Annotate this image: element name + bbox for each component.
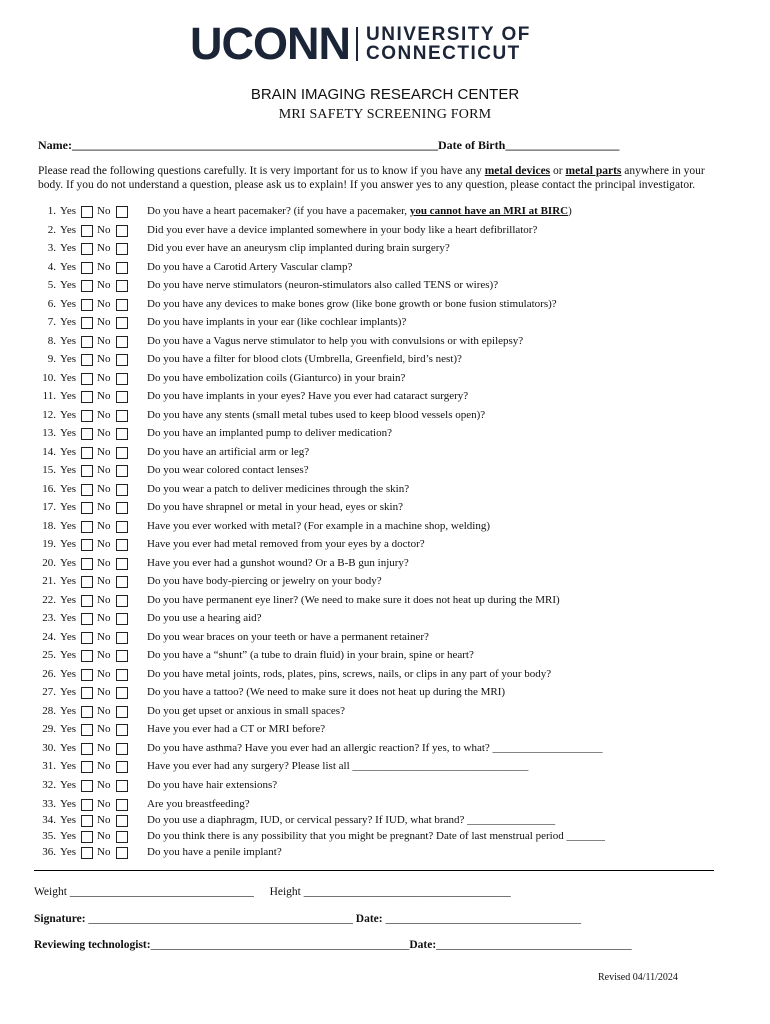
center-title: BRAIN IMAGING RESEARCH CENTER [250,86,520,103]
question-text: Have you ever had a CT or MRI before? [147,723,326,735]
question-text: Have you ever had a gunshot wound? Or a B-B gun injury? [147,556,409,569]
yes-checkbox[interactable] [81,428,93,440]
question-number: 10. [42,371,56,384]
question-text: Do you wear braces on your teeth or have a permanent retainer? [147,630,429,643]
weight-label: Weight [34,886,67,898]
question-text: Have you ever had metal removed from your eyes by a doctor? [147,538,425,550]
no-checkbox[interactable] [116,558,128,570]
question-number: 25. [42,649,56,661]
yes-label: Yes [60,519,77,532]
question-number: 13. [42,427,56,439]
no-checkbox[interactable] [116,410,128,422]
name-label: Name: [38,138,72,152]
yes-checkbox[interactable] [81,280,93,292]
no-checkbox[interactable] [116,280,128,292]
question-number: 23. [42,612,56,624]
yes-label: Yes [60,760,77,772]
logo-line2: CONNECTICUT [366,43,521,64]
question-text: Do you have metal joints, rods, plates, pins, screws, nails, or clips in any part of your body? [147,667,552,680]
logo-subtitle [366,25,531,63]
question-number: 6. [47,297,56,310]
question-text: Do you have body-piercing or jewelry on your body? [147,575,382,587]
question-text: Do you think there is any possibility that you might be pregnant? Date of last menstrual period _______ [147,830,605,842]
no-label: No [97,723,111,735]
yes-label: Yes [60,223,77,236]
no-checkbox[interactable] [116,799,128,811]
no-label: No [97,538,111,550]
yes-label: Yes [60,686,77,698]
question-text: Do you have implants in your eyes? Have you ever had cataract surgery? [147,390,469,402]
yes-checkbox[interactable] [81,576,93,588]
yes-checkbox[interactable] [81,465,93,477]
logo-wordmark: UCONN [190,18,350,69]
yes-label: Yes [60,667,77,680]
no-label: No [97,482,111,495]
reviewing-date-label: Date: [409,939,437,951]
signature-date-label: Date: [355,913,383,925]
yes-label: Yes [60,556,77,569]
no-label: No [97,297,111,310]
yes-checkbox[interactable] [81,243,93,255]
yes-label: Yes [60,482,77,495]
question-text: Do you have any stents (small metal tubes used to keep blood vessels open)? [147,408,486,421]
no-checkbox[interactable] [116,465,128,477]
reviewing-label: Reviewing technologist: [34,939,151,951]
question-number: 36. [42,846,56,858]
no-checkbox[interactable] [116,391,128,403]
yes-label: Yes [60,814,77,826]
question-text: Do you have a “shunt” (a tube to drain fluid) in your brain, spine or heart? [147,649,474,661]
yes-label: Yes [60,316,77,328]
form-title: MRI SAFETY SCREENING FORM [278,107,492,122]
metal-parts-emphasis: metal parts [565,165,622,177]
yes-label: Yes [60,408,77,421]
question-text: Do you get upset or anxious in small spaces? [147,704,345,717]
metal-devices-emphasis: metal devices [484,165,551,177]
yes-label: Yes [60,593,77,606]
question-number: 11. [42,390,56,402]
no-checkbox[interactable] [116,706,128,718]
yes-checkbox[interactable] [81,724,93,736]
no-checkbox[interactable] [116,613,128,625]
yes-checkbox[interactable] [81,815,93,827]
name-dob-line [38,138,619,153]
dob-field[interactable]: ___________________ [505,138,620,152]
yes-checkbox[interactable] [81,831,93,843]
question-text: Did you ever have an aneurysm clip implanted during brain surgery? [147,242,450,254]
yes-checkbox[interactable] [81,780,93,792]
yes-checkbox[interactable] [81,484,93,496]
no-checkbox[interactable] [116,595,128,607]
reviewing-field[interactable]: _____________________________________________ [150,939,410,951]
question-number: 9. [47,353,56,365]
no-label: No [97,612,111,624]
yes-checkbox[interactable] [81,410,93,422]
question-number: 30. [42,741,56,754]
yes-label: Yes [60,242,77,254]
yes-checkbox[interactable] [81,613,93,625]
yes-label: Yes [60,798,77,810]
question-number: 8. [47,334,56,347]
yes-checkbox[interactable] [81,391,93,403]
yes-label: Yes [60,260,77,273]
no-checkbox[interactable] [116,484,128,496]
question-number: 29. [42,723,56,735]
height-label: Height [269,886,301,898]
question-text: Do you have embolization coils (Gianturco) in your brain? [147,371,406,384]
question-number: 33. [42,798,56,810]
no-checkbox[interactable] [116,354,128,366]
question-text: Do you have an implanted pump to deliver medication? [147,427,392,439]
no-checkbox[interactable] [116,724,128,736]
yes-checkbox[interactable] [81,539,93,551]
signature-field[interactable]: ______________________________________________ [88,913,353,925]
yes-label: Yes [60,649,77,661]
yes-label: Yes [60,371,77,384]
yes-label: Yes [60,723,77,735]
question-number: 19. [42,538,56,550]
no-checkbox[interactable] [116,521,128,533]
yes-label: Yes [60,445,77,458]
no-label: No [97,223,111,236]
no-label: No [97,575,111,587]
question-number: 3. [47,242,56,254]
yes-label: Yes [60,630,77,643]
no-label: No [97,353,111,365]
yes-checkbox[interactable] [81,317,93,329]
question-number: 7. [47,316,56,328]
no-label: No [97,741,111,754]
no-label: No [97,686,111,698]
question-text: Do you have hair extensions? [147,778,278,791]
no-checkbox[interactable] [116,669,128,681]
question-text: Did you ever have a device implanted somewhere in your body like a heart defibrillator? [147,223,538,236]
question-text: Do you have permanent eye liner? (We need to make sure it does not heat up during the MRI) [147,593,560,606]
no-checkbox[interactable] [116,336,128,348]
question-number: 34. [42,814,56,826]
question-number: 28. [42,704,56,717]
divider [34,870,714,871]
question-number: 1. [47,205,56,217]
question-number: 5. [47,279,56,291]
no-checkbox[interactable] [116,650,128,662]
yes-label: Yes [60,704,77,717]
no-label: No [97,593,111,606]
question-text: Do you have any devices to make bones grow (like bone growth or bone fusion stimulators)? [147,297,557,310]
no-label: No [97,371,111,384]
question-text: Do you have asthma? Have you ever had an allergic reaction? If yes, to what? ____________________ [147,741,603,754]
no-checkbox[interactable] [116,847,128,859]
question-number: 15. [42,464,56,476]
signature-date-field[interactable]: __________________________________ [385,913,581,925]
no-label: No [97,556,111,569]
question-text: Are you breastfeeding? [147,798,250,810]
question-number: 4. [47,260,56,273]
no-checkbox[interactable] [116,225,128,237]
logo-divider [356,27,358,61]
yes-label: Yes [60,612,77,624]
no-label: No [97,846,111,858]
no-checkbox[interactable] [116,447,128,459]
question-text: Do you have shrapnel or metal in your head, eyes or skin? [147,501,403,513]
yes-label: Yes [60,427,77,439]
yes-label: Yes [60,538,77,550]
yes-label: Yes [60,464,77,476]
no-label: No [97,519,111,532]
no-checkbox[interactable] [116,262,128,274]
no-checkbox[interactable] [116,576,128,588]
no-label: No [97,649,111,661]
no-label: No [97,798,111,810]
question-number: 17. [42,501,56,513]
yes-checkbox[interactable] [81,502,93,514]
instructions: Please read the following questions carefully. It is very important for us to know if you have any metal devices or metal parts anywhere in your body. If you do not understand a question, please ask us to explain! If you answer yes to any question, please contact the principal investigator. [38,165,705,191]
yes-label: Yes [60,297,77,310]
question-number: 16. [42,482,56,495]
question-text: Do you have implants in your ear (like cochlear implants)? [147,316,407,328]
no-checkbox[interactable] [116,743,128,755]
yes-label: Yes [60,741,77,754]
yes-checkbox[interactable] [81,669,93,681]
question-text: Do you use a diaphragm, IUD, or cervical pessary? If IUD, what brand? ________________ [147,814,556,826]
yes-checkbox[interactable] [81,521,93,533]
uconn-logo [190,18,531,69]
yes-checkbox[interactable] [81,336,93,348]
no-label: No [97,630,111,643]
yes-label: Yes [60,575,77,587]
yes-checkbox[interactable] [81,206,93,218]
weight-field[interactable]: ________________________________ [69,886,254,898]
no-checkbox[interactable] [116,780,128,792]
no-checkbox[interactable] [116,815,128,827]
no-checkbox[interactable] [116,761,128,773]
question-number: 22. [42,593,56,606]
no-label: No [97,260,111,273]
yes-checkbox[interactable] [81,373,93,385]
no-checkbox[interactable] [116,428,128,440]
yes-label: Yes [60,830,77,842]
no-label: No [97,760,111,772]
yes-label: Yes [60,353,77,365]
question-number: 18. [42,519,56,532]
question-number: 24. [42,630,56,643]
yes-checkbox[interactable] [81,632,93,644]
yes-checkbox[interactable] [81,447,93,459]
no-label: No [97,316,111,328]
no-checkbox[interactable] [116,206,128,218]
question-number: 32. [42,778,56,791]
revision-date: Revised 04/11/2024 [598,972,678,983]
no-label: No [97,427,111,439]
yes-checkbox[interactable] [81,799,93,811]
dob-label: Date of Birth [437,138,506,152]
question-text: Do you use a hearing aid? [147,612,262,624]
yes-checkbox[interactable] [81,847,93,859]
yes-checkbox[interactable] [81,687,93,699]
no-label: No [97,242,111,254]
question-text: Have you ever worked with metal? (For example in a machine shop, welding) [147,519,491,532]
question-number: 20. [42,556,56,569]
yes-checkbox[interactable] [81,706,93,718]
no-label: No [97,704,111,717]
yes-label: Yes [60,334,77,347]
weight-height-line [34,886,511,898]
yes-label: Yes [60,390,77,402]
yes-checkbox[interactable] [81,225,93,237]
no-checkbox[interactable] [116,502,128,514]
no-label: No [97,334,111,347]
no-checkbox[interactable] [116,632,128,644]
no-label: No [97,279,111,291]
no-label: No [97,778,111,791]
yes-label: Yes [60,279,77,291]
logo-line1: UNIVERSITY OF [366,24,531,45]
yes-checkbox[interactable] [81,262,93,274]
no-label: No [97,390,111,402]
yes-checkbox[interactable] [81,595,93,607]
yes-checkbox[interactable] [81,650,93,662]
question-text: Do you wear a patch to deliver medicines through the skin? [147,482,410,495]
no-label: No [97,205,111,217]
no-label: No [97,408,111,421]
question-text: Do you have a tattoo? (We need to make sure it does not heat up during the MRI) [147,686,506,698]
name-field[interactable]: _____________________________________________________________ [71,138,438,152]
no-label: No [97,501,111,513]
no-label: No [97,830,111,842]
question-text: Do you have a heart pacemaker? (if you have a pacemaker, you cannot have an MRI at BIRC) [147,205,572,217]
yes-label: Yes [60,846,77,858]
question-number: 26. [42,667,56,680]
no-checkbox[interactable] [116,243,128,255]
question-number: 14. [42,445,56,458]
no-checkbox[interactable] [116,539,128,551]
yes-label: Yes [60,778,77,791]
question-text: Have you ever had any surgery? Please list all ________________________________ [147,760,529,772]
reviewing-date-field[interactable]: __________________________________ [436,939,632,951]
yes-checkbox[interactable] [81,761,93,773]
no-label: No [97,445,111,458]
pacemaker-warning: you cannot have an MRI at BIRC [409,205,569,217]
question-number: 35. [42,830,56,842]
yes-checkbox[interactable] [81,299,93,311]
question-number: 27. [42,686,56,698]
question-number: 21. [42,575,56,587]
question-text: Do you have a penile implant? [147,846,282,858]
question-number: 31. [42,760,56,772]
no-checkbox[interactable] [116,687,128,699]
signature-line [34,913,581,925]
question-number: 2. [47,223,56,236]
signature-label: Signature: [34,913,86,925]
yes-label: Yes [60,501,77,513]
question-text: Do you have a Carotid Artery Vascular clamp? [147,260,353,273]
question-text: Do you have a Vagus nerve stimulator to help you with convulsions or with epilepsy? [147,334,524,347]
no-label: No [97,667,111,680]
yes-checkbox[interactable] [81,558,93,570]
question-number: 12. [42,408,56,421]
no-label: No [97,814,111,826]
yes-label: Yes [60,205,77,217]
question-text: Do you have a filter for blood clots (Umbrella, Greenfield, bird’s nest)? [147,353,462,365]
yes-checkbox[interactable] [81,354,93,366]
question-text: Do you have nerve stimulators (neuron-stimulators also called TENS or wires)? [147,279,499,291]
no-checkbox[interactable] [116,831,128,843]
no-checkbox[interactable] [116,317,128,329]
no-label: No [97,464,111,476]
no-checkbox[interactable] [116,299,128,311]
question-text: Do you have an artificial arm or leg? [147,445,310,458]
yes-checkbox[interactable] [81,743,93,755]
question-text: Do you wear colored contact lenses? [147,464,309,476]
reviewing-line [34,939,632,951]
height-field[interactable]: ____________________________________ [303,886,511,898]
no-checkbox[interactable] [116,373,128,385]
